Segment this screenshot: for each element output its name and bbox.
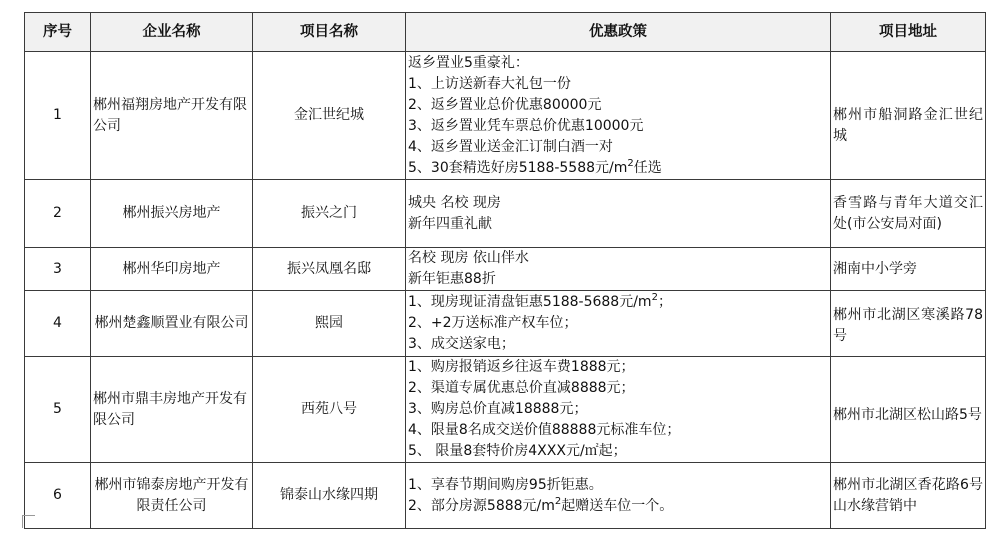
policy-line-text: 1、购房报销返乡往返车费1888元；: [408, 359, 635, 375]
policy-line: [408, 334, 828, 355]
policy-line-text: 返乡置业5重豪礼：: [408, 54, 529, 71]
cell-policy: [406, 52, 831, 180]
table-row: [25, 291, 986, 357]
policy-line: [408, 292, 828, 313]
policy-line: [408, 357, 828, 378]
policy-line: [408, 248, 828, 269]
policy-line: [408, 116, 828, 137]
cell-address: 湘南中小学旁: [831, 248, 986, 291]
unit-superscript: 2: [651, 292, 658, 303]
cell-company: 郴州福翔房地产开发有限公司: [91, 52, 253, 180]
cell-company: 郴州市鼎丰房地产开发有限公司: [91, 357, 253, 463]
policy-line-text: 城央 名校 现房: [408, 194, 501, 211]
policy-line: [408, 74, 828, 95]
policy-line: [408, 214, 828, 235]
promotion-table: [24, 12, 986, 529]
policy-line: [408, 420, 828, 441]
cell-address: 香雪路与青年大道交汇处(市公安局对面): [831, 180, 986, 248]
table-header: [25, 13, 986, 52]
cell-company: 郴州华印房地产: [91, 248, 253, 291]
table-row: [25, 463, 986, 529]
cell-seq: 5: [25, 357, 91, 463]
cell-seq: 6: [25, 463, 91, 529]
cell-seq: 1: [25, 52, 91, 180]
policy-line: [408, 269, 828, 290]
policy-line: [408, 399, 828, 420]
policy-line-text: 2、返乡置业总价优惠80000元: [408, 96, 602, 113]
table-body: [25, 52, 986, 529]
policy-line: [408, 158, 828, 179]
header-seq: 序号: [25, 13, 91, 52]
table-row: [25, 357, 986, 463]
policy-line: [408, 137, 828, 158]
policy-line-text: 3、返乡置业凭车票总价优惠10000元: [408, 117, 644, 134]
unit-superscript: 2: [627, 157, 634, 169]
policy-line-text: 新年四重礼献: [408, 215, 492, 232]
cell-project: 熙园: [253, 291, 406, 357]
policy-line-text: 2、+2万送标准产权车位；: [408, 315, 578, 331]
policy-line: [408, 95, 828, 116]
policy-line-tail: 任选: [633, 159, 662, 176]
cell-company: 郴州市锦泰房地产开发有限责任公司: [91, 463, 253, 529]
policy-line-text: 5、 限量8套特价房4XXX元/㎡起；: [408, 443, 627, 459]
unit-superscript: 2: [554, 495, 562, 507]
cell-project: 西苑八号: [253, 357, 406, 463]
cell-project: 锦泰山水缘四期: [253, 463, 406, 529]
policy-line-text: 4、返乡置业送金汇订制白酒一对: [408, 138, 613, 155]
header-address: 项目地址: [831, 13, 986, 52]
cell-project: 振兴凤凰名邸: [253, 248, 406, 291]
policy-line: [408, 193, 828, 214]
cell-company: 郴州振兴房地产: [91, 180, 253, 248]
table-row: [25, 180, 986, 248]
policy-line-text: 名校 现房 依山伴水: [408, 250, 529, 266]
policy-line: [408, 313, 828, 334]
corner-mark: [22, 515, 35, 528]
policy-line-text: 3、购房总价直减18888元；: [408, 401, 588, 417]
policy-line-text: 2、部分房源5888元/m: [408, 497, 555, 514]
cell-project: 振兴之门: [253, 180, 406, 248]
cell-address: 郴州市船洞路金汇世纪城: [831, 52, 986, 180]
policy-line: [408, 378, 828, 399]
policy-line-text: 1、上访送新春大礼包一份: [408, 75, 571, 92]
cell-policy: [406, 463, 831, 529]
cell-seq: 2: [25, 180, 91, 248]
cell-address: 郴州市北湖区寒溪路78号: [831, 291, 986, 357]
cell-company: 郴州楚鑫顺置业有限公司: [91, 291, 253, 357]
header-project: 项目名称: [253, 13, 406, 52]
policy-line-text: 4、限量8名成交送价值88888元标准车位；: [408, 422, 681, 438]
policy-line: [408, 496, 828, 517]
policy-line-text: 2、渠道专属优惠总价直减8888元；: [408, 380, 635, 396]
cell-seq: 4: [25, 291, 91, 357]
policy-line-text: 1、享春节期间购房95折钜惠。: [408, 476, 603, 493]
policy-line-text: 1、现房现证清盘钜惠5188-5688元/m: [408, 294, 652, 310]
table-row: [25, 52, 986, 180]
cell-policy: [406, 248, 831, 291]
cell-project: 金汇世纪城: [253, 52, 406, 180]
cell-address: 郴州市北湖区松山路5号: [831, 357, 986, 463]
header-company: 企业名称: [91, 13, 253, 52]
policy-line-text: 5、30套精选好房5188-5588元/m: [408, 159, 628, 176]
cell-seq: 3: [25, 248, 91, 291]
cell-policy: [406, 357, 831, 463]
policy-line-tail: ；: [657, 294, 672, 310]
header-policy: 优惠政策: [406, 13, 831, 52]
policy-line: [408, 441, 828, 462]
policy-line: [408, 53, 828, 74]
policy-line-tail: 起赠送车位一个。: [561, 497, 674, 514]
cell-address: 郴州市北湖区香花路6号山水缘营销中: [831, 463, 986, 529]
policy-line-text: 3、成交送家电；: [408, 336, 515, 352]
cell-policy: [406, 180, 831, 248]
cell-policy: [406, 291, 831, 357]
policy-line-text: 新年钜惠88折: [408, 271, 496, 287]
table-row: [25, 248, 986, 291]
policy-line: [408, 475, 828, 496]
